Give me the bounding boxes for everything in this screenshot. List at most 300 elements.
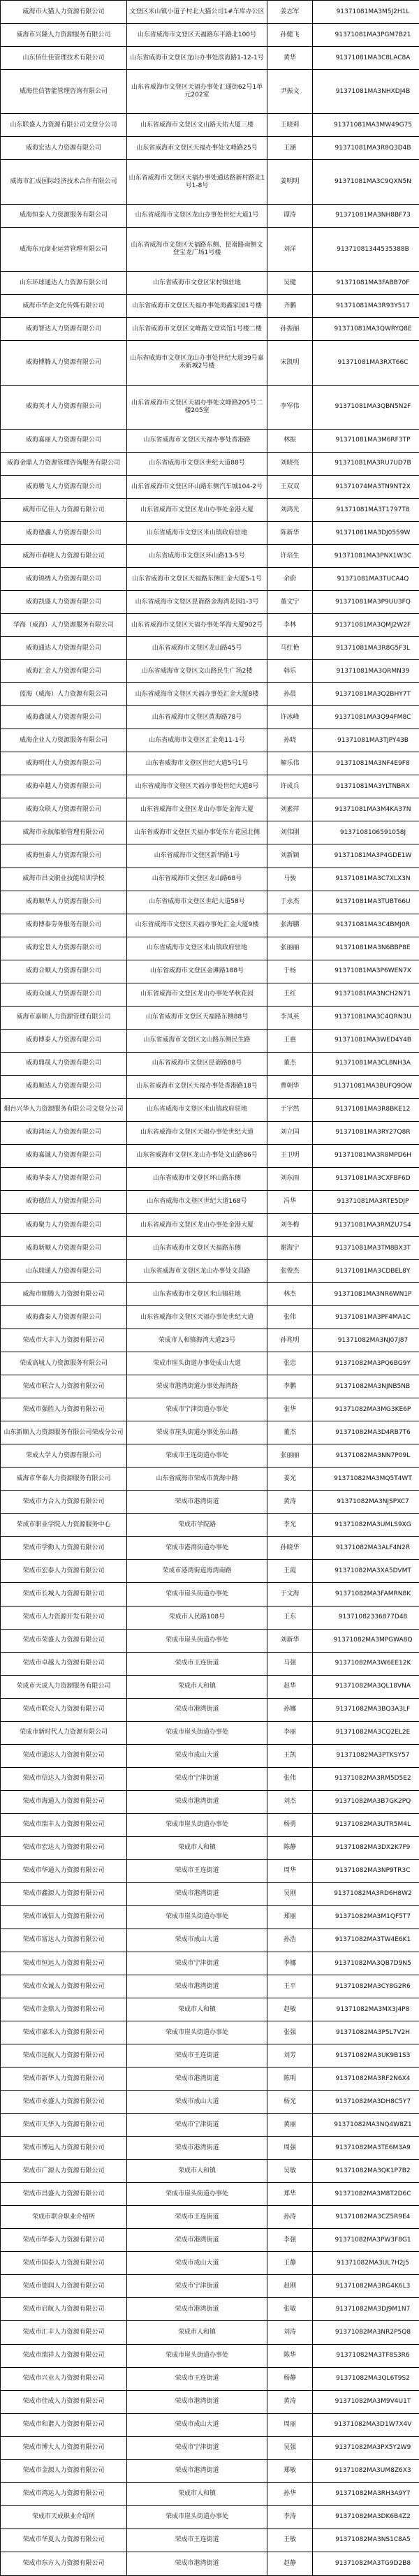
legal-person-cell: 孙浩 xyxy=(267,1929,313,1952)
company-name-cell: 威海鸿运人力资源有限公司 xyxy=(1,1121,127,1144)
credit-code-cell: 91371082MA3PTKSY57 xyxy=(313,1744,419,1767)
address-cell: 山东省威海市文登区天福路东平路北100号 xyxy=(127,24,267,47)
table-row xyxy=(1,24,419,47)
company-name-cell: 荣成市华通人力资源有限公司 xyxy=(1,1859,127,1882)
company-name-cell: 威海市汇成国际经济技术合作有限公司 xyxy=(1,160,127,204)
address-cell: 山东省威海市文登区汇金苑11-1号 xyxy=(127,729,267,752)
table-row xyxy=(1,1629,419,1652)
credit-code-cell: 91371082MA3RD6H8W2 xyxy=(313,1882,419,1905)
credit-code-cell: 91371081MA3NH8BF73 xyxy=(313,204,419,227)
address-cell: 荣成市成山大道 xyxy=(127,2091,267,2114)
address-cell: 山东省威海市文登区世纪大道58号 xyxy=(127,891,267,914)
address-cell: 山东省威海市文登区龙山办事处世纪大道39号嘉禾新城2号楼 xyxy=(127,341,267,385)
address-cell: 山东省威海市文登区昆嵛路金海湾花园1-3号 xyxy=(127,591,267,614)
legal-person-cell: 王敏 xyxy=(267,2529,313,2552)
credit-code-cell: 91371082MA3RM5D5E2 xyxy=(313,1767,419,1790)
legal-person-cell: 张华 xyxy=(267,1398,313,1421)
company-name-cell: 威海锦绣人力资源有限公司 xyxy=(1,568,127,591)
legal-person-cell: 刘立国 xyxy=(267,1121,313,1144)
address-cell: 山东省威海市文登区环山路东侧 xyxy=(127,1167,267,1190)
credit-code-cell: 91371081MA3P6WEN7X xyxy=(313,960,419,983)
legal-person-cell: 孙华 xyxy=(267,2482,313,2505)
credit-code-cell: 91371081MA3QWRYQ8E xyxy=(313,318,419,341)
table-row xyxy=(1,983,419,1006)
table-row xyxy=(1,318,419,341)
company-name-cell: 山东环球通达人力资源有限公司 xyxy=(1,272,127,295)
table-row xyxy=(1,1468,419,1491)
table-row xyxy=(1,1421,419,1444)
company-name-cell: 威海嘉诚人力资源有限公司 xyxy=(1,1144,127,1167)
legal-person-cell: 黄涛 xyxy=(267,1491,313,1514)
table-row xyxy=(1,1144,419,1167)
address-cell: 山东省威海市文登区世纪大道5号1号 xyxy=(127,752,267,775)
credit-code-cell: 91371082MA3M8T2D6C xyxy=(313,2183,419,2206)
table-row xyxy=(1,1929,419,1952)
legal-person-cell: 李军伟 xyxy=(267,385,313,429)
address-cell: 荣成市港湾街道办事处 xyxy=(127,1537,267,1560)
legal-person-cell: 马红艳 xyxy=(267,637,313,660)
credit-code-cell: 91371074MA3TN9NT2X xyxy=(313,475,419,498)
address-cell: 山东省威海市文登区天福办事处世纪大道 xyxy=(127,1306,267,1329)
credit-code-cell: 91371081MA3TJPY43B xyxy=(313,729,419,752)
company-name-cell: 荣成市信达人力资源有限公司 xyxy=(1,1767,127,1790)
company-name-cell: 威海市华泰人力资源服务有限公司 xyxy=(1,1468,127,1491)
address-cell: 荣成市港湾街道海湾南路 xyxy=(127,1560,267,1583)
address-cell: 山东省威海市文登区龙山办事处金海大厦 xyxy=(127,798,267,821)
table-row xyxy=(1,637,419,660)
company-name-cell: 威海顺达人力资源有限公司 xyxy=(1,1075,127,1098)
address-cell: 山东省威海市文登区天福办事处香港路 xyxy=(127,429,267,452)
legal-person-cell: 吴刚 xyxy=(267,1882,313,1905)
address-cell: 荣成市崖头街道办事处 xyxy=(127,2505,267,2529)
company-name-cell: 威海市永航船舶管理有限公司 xyxy=(1,821,127,844)
legal-person-cell: 许培生 xyxy=(267,545,313,568)
legal-person-cell: 刘芳 xyxy=(267,2044,313,2068)
address-cell: 荣成市宁津街道 xyxy=(127,1952,267,1975)
company-name-cell: 荣成市嘉禾人力资源有限公司 xyxy=(1,2021,127,2044)
credit-code-cell: 91371082MA3UK9B1S3 xyxy=(313,2044,419,2068)
company-name-cell: 荣成市华夏人力资源有限公司 xyxy=(1,2529,127,2552)
table-row xyxy=(1,341,419,385)
credit-code-cell: 91371081MA3RY27Q8R xyxy=(313,1121,419,1144)
legal-person-cell: 刘新颖 xyxy=(267,844,313,868)
legal-person-cell: 刘鸿光 xyxy=(267,499,313,522)
legal-person-cell: 孙晨 xyxy=(267,683,313,706)
address-cell: 山东省威海市文登区天福办事处世纪大道8号 xyxy=(127,775,267,798)
address-cell: 荣成市人和镇 xyxy=(127,2482,267,2505)
legal-person-cell: 张敏 xyxy=(267,2298,313,2321)
table-row xyxy=(1,706,419,729)
company-name-cell: 荣成市汇丰人力资源有限公司 xyxy=(1,2321,127,2344)
legal-person-cell: 于杨 xyxy=(267,960,313,983)
address-cell: 荣成市港湾街道办事处海湾路 xyxy=(127,1375,267,1398)
company-name-cell: 威海新顺人力资源有限公司 xyxy=(1,1237,127,1260)
table-row xyxy=(1,2413,419,2436)
company-name-cell: 威海智达人力资源有限公司 xyxy=(1,318,127,341)
table-row xyxy=(1,1675,419,1698)
credit-code-cell: 91371082MA3UMLS9XG xyxy=(313,1514,419,1537)
company-name-cell: 山东联盛人力资源有限公司文登分公司 xyxy=(1,114,127,137)
table-row xyxy=(1,591,419,614)
address-cell: 山东省威海市文登区世纪大道88号 xyxy=(127,452,267,475)
table-row xyxy=(1,1560,419,1583)
credit-code-cell: 91371081MA3NCH2N71 xyxy=(313,983,419,1006)
address-cell: 荣成市崖头街道办事处东山路 xyxy=(127,1421,267,1444)
credit-code-cell: 91371082MA3QL18VNA xyxy=(313,1675,419,1698)
address-cell: 山东省威海市文登区环山路东侧汽车城104-2号 xyxy=(127,475,267,498)
table-row xyxy=(1,1998,419,2021)
table-row xyxy=(1,1491,419,1514)
company-name-cell: 威海鑫诚人力资源有限公司 xyxy=(1,706,127,729)
address-cell: 荣成市崖头街道办事处 xyxy=(127,2183,267,2206)
company-name-cell: 威海合顺人力资源有限公司 xyxy=(1,960,127,983)
table-row xyxy=(1,1075,419,1098)
table-row xyxy=(1,2206,419,2229)
legal-person-cell: 孙晓华 xyxy=(267,1537,313,1560)
address-cell: 荣成市港湾街道 xyxy=(127,2137,267,2160)
company-name-cell: 威海明仕人力资源有限公司 xyxy=(1,752,127,775)
credit-code-cell: 91371081MA3N6BBP8E xyxy=(313,937,419,960)
company-name-cell: 荣成市博远人力资源有限公司 xyxy=(1,2137,127,2160)
address-cell: 山东省威海市文登区天福路东侧、昆嵛路南侧文登宝龙广场1号楼 xyxy=(127,227,267,271)
legal-person-cell: 吴健 xyxy=(267,272,313,295)
address-cell: 荣成市宁津街道 xyxy=(127,2114,267,2137)
company-name-cell: 威海市顺腾人力资源有限公司 xyxy=(1,1283,127,1306)
address-cell: 荣成市崖头街道办事处成山大道 xyxy=(127,1352,267,1375)
table-row xyxy=(1,2390,419,2413)
table-row xyxy=(1,385,419,429)
legal-person-cell: 郑丽 xyxy=(267,1905,313,1929)
address-cell: 山东省威海市文登区米山镇政府驻地 xyxy=(127,937,267,960)
company-name-cell: 威海宏达人力资源有限公司 xyxy=(1,137,127,160)
address-cell: 荣成市王连街道 xyxy=(127,1859,267,1882)
legal-person-cell: 黄涛 xyxy=(267,2390,313,2413)
table-row xyxy=(1,1652,419,1675)
table-row xyxy=(1,227,419,271)
table-row xyxy=(1,204,419,227)
address-cell: 山东省威海市文登区宋村镇驻地 xyxy=(127,272,267,295)
legal-person-cell: 陈华 xyxy=(267,2344,313,2367)
table-row xyxy=(1,2091,419,2114)
table-row xyxy=(1,1514,419,1537)
company-name-cell: 荣成高城人力资源服务有限公司 xyxy=(1,1352,127,1375)
credit-code-cell: 9137108106591058J xyxy=(313,821,419,844)
credit-code-cell: 91371082MA3UL7H2J5 xyxy=(313,2252,419,2275)
address-cell: 山东省威海市文登区天福办事处世纪大道 xyxy=(127,1121,267,1144)
company-name-cell: 荣成市海通人力资源有限公司 xyxy=(1,1790,127,1813)
table-row xyxy=(1,1006,419,1029)
credit-code-cell: 91371081MA3M5J2H1L xyxy=(313,1,419,24)
company-name-cell: 威海金鼎人力资源管理咨询服务有限公司 xyxy=(1,452,127,475)
legal-person-cell: 刘新华 xyxy=(267,1629,313,1652)
company-name-cell: 荣成市天成人力资源服务有限公司 xyxy=(1,1675,127,1698)
company-name-cell: 荣成市强胜人力资源有限公司 xyxy=(1,1398,127,1421)
legal-person-cell: 姜明明 xyxy=(267,160,313,204)
address-cell: 山东省威海市文登区天福办事处海鑫家园1号楼 xyxy=(127,295,267,318)
table-row xyxy=(1,499,419,522)
credit-code-cell: 91371082MA3NN7P09L xyxy=(313,1444,419,1468)
legal-person-cell: 张丽丽 xyxy=(267,1444,313,1468)
table-row xyxy=(1,2529,419,2552)
table-row xyxy=(1,429,419,452)
address-cell: 荣成市成山大道 xyxy=(127,2252,267,2275)
address-cell: 荣成市港湾街道 xyxy=(127,2298,267,2321)
table-row xyxy=(1,1836,419,1859)
company-name-cell: 威海聚力人力资源有限公司 xyxy=(1,1213,127,1236)
company-name-cell: 荣成市宏泰人力资源有限公司 xyxy=(1,1560,127,1583)
address-cell: 荣成市崖头街道办事处 xyxy=(127,2344,267,2367)
company-name-cell: 荣成市诚信人力资源有限公司 xyxy=(1,1905,127,1929)
legal-person-cell: 谢海宁 xyxy=(267,1237,313,1260)
legal-person-cell: 王卫明 xyxy=(267,1144,313,1167)
company-name-cell: 威海恒泰人力资源有限公司 xyxy=(1,844,127,868)
credit-code-cell: 91371082MA3TG9D2B8 xyxy=(313,2552,419,2575)
company-name-cell: 威海市华企文化传媒有限公司 xyxy=(1,295,127,318)
address-cell: 荣成市王连街道 xyxy=(127,2206,267,2229)
address-cell: 山东省威海市文登区天福路东侧 xyxy=(127,1237,267,1260)
credit-code-cell: 91371082MA3DJ9M1N7 xyxy=(313,2298,419,2321)
company-name-cell: 威海顺华人力资源有限公司 xyxy=(1,891,127,914)
table-row xyxy=(1,2252,419,2275)
address-cell: 荣成市港湾街道 xyxy=(127,1975,267,1998)
legal-person-cell: 李鹏 xyxy=(267,1375,313,1398)
address-cell: 荣成市人和镇 xyxy=(127,2160,267,2183)
company-name-cell: 威海东元商业运营管理有限公司 xyxy=(1,227,127,271)
credit-code-cell: 91371082MA3NS1C8A5 xyxy=(313,2529,419,2552)
company-name-cell: 荣成市荣盛人力资源有限公司 xyxy=(1,1629,127,1652)
legal-person-cell: 陈静 xyxy=(267,1836,313,1859)
company-name-cell: 荣成市学勤人力资源有限公司 xyxy=(1,1537,127,1560)
table-row xyxy=(1,1098,419,1121)
legal-person-cell: 余蔚 xyxy=(267,568,313,591)
table-row xyxy=(1,1398,419,1421)
address-cell: 荣成市崖头街道办事处 xyxy=(127,1813,267,1836)
legal-person-cell: 宋凯明 xyxy=(267,341,313,385)
address-cell: 山东省威海市文登区龙山办事处华秋花园 xyxy=(127,983,267,1006)
legal-person-cell: 李强 xyxy=(267,2229,313,2252)
address-cell: 山东省威海市文登区天福办事处文峰路205号二楼205室 xyxy=(127,385,267,429)
table-row xyxy=(1,821,419,844)
address-cell: 荣成市人和镇海湾大道23号 xyxy=(127,1329,267,1352)
credit-code-cell: 91371081MA3P9UU3FQ xyxy=(313,591,419,614)
address-cell: 山东省威海市文登区龙山办事处文昌路 xyxy=(127,1260,267,1283)
table-row xyxy=(1,1029,419,1052)
company-name-cell: 威海市亿佳人力资源有限公司 xyxy=(1,499,127,522)
company-name-cell: 威海博泰人力资源有限公司 xyxy=(1,1029,127,1052)
credit-code-cell: 91371081MA3RU7UD7B xyxy=(313,452,419,475)
table-row xyxy=(1,2552,419,2575)
credit-code-cell: 91371081MA3R8Q3D4B xyxy=(313,137,419,160)
legal-person-cell: 王平 xyxy=(267,1975,313,1998)
company-name-cell: 威海凯盛人力资源有限公司 xyxy=(1,591,127,614)
address-cell: 荣成市王连街道 xyxy=(127,2529,267,2552)
table-row xyxy=(1,1213,419,1236)
credit-code-cell: 91371081MA3C8LAC8A xyxy=(313,47,419,70)
address-cell: 荣成市王连街道办事处 xyxy=(127,1444,267,1468)
table-row xyxy=(1,775,419,798)
credit-code-cell: 91371081MA3NF4E9F8 xyxy=(313,752,419,775)
table-row xyxy=(1,2044,419,2068)
legal-person-cell: 王霞 xyxy=(267,1560,313,1583)
address-cell: 山东省威海市文登区文峰路文登宾馆1号楼二楼 xyxy=(127,318,267,341)
legal-person-cell: 解乐伟 xyxy=(267,752,313,775)
credit-code-cell: 91371082MA3NJ07J87 xyxy=(313,1329,419,1352)
legal-person-cell: 陈新华 xyxy=(267,522,313,545)
company-name-cell: 威海众联人力资源有限公司 xyxy=(1,798,127,821)
table-row xyxy=(1,272,419,295)
table-row xyxy=(1,1052,419,1075)
legal-person-cell: 孙振丽 xyxy=(267,318,313,341)
legal-person-cell: 刘东雨 xyxy=(267,1167,313,1190)
table-row xyxy=(1,683,419,706)
table-row xyxy=(1,2321,419,2344)
credit-code-cell: 91371081MA3BUFQ9QW xyxy=(313,1075,419,1098)
credit-code-cell: 91371082MA3M1QF5T7 xyxy=(313,1905,419,1929)
company-name-cell: 荣成市兴业人力资源有限公司 xyxy=(1,2367,127,2390)
legal-person-cell: 张忠 xyxy=(267,1352,313,1375)
credit-code-cell: 91371081MA3T1797T8 xyxy=(313,499,419,522)
legal-person-cell: 张强 xyxy=(267,2021,313,2044)
credit-code-cell: 91371082MA3PX5Y2W9 xyxy=(313,2436,419,2459)
legal-person-cell: 董文宁 xyxy=(267,591,313,614)
credit-code-cell: 91371081MA3NR6WN1P xyxy=(313,1283,419,1306)
legal-person-cell: 刘晓亮 xyxy=(267,452,313,475)
credit-code-cell: 91371081MA3MW49G75 xyxy=(313,114,419,137)
company-name-cell: 荣成市金鼎人力资源有限公司 xyxy=(1,1998,127,2021)
company-name-cell: 山东新顺人力资源服务有限公司荣成分公司 xyxy=(1,1421,127,1444)
credit-code-cell: 91371082MA3DH8C5Y7 xyxy=(313,2091,419,2114)
table-row xyxy=(1,729,419,752)
address-cell: 山东省威海市文登区天福路东侧88号 xyxy=(127,1006,267,1029)
legal-person-cell: 赵刚 xyxy=(267,2275,313,2298)
company-name-cell: 威海鼎晟人力资源有限公司 xyxy=(1,1052,127,1075)
table-row xyxy=(1,568,419,591)
legal-person-cell: 刘涛 xyxy=(267,2321,313,2344)
legal-person-cell: 杨勇 xyxy=(267,1813,313,1836)
company-name-cell: 山东瑞通人力资源有限公司 xyxy=(1,1260,127,1283)
credit-code-cell: 91371082MA3CY8G2R6 xyxy=(313,1975,419,1998)
address-cell: 荣成市崖头街道办事处 xyxy=(127,1583,267,1606)
table-row xyxy=(1,660,419,683)
company-name-cell: 荣成市联众人力资源有限公司 xyxy=(1,1698,127,1721)
table-row xyxy=(1,1375,419,1398)
company-name-cell: 荣成市长城人力资源有限公司 xyxy=(1,1583,127,1606)
address-cell: 山东省威海市文登区龙山路68号 xyxy=(127,868,267,891)
address-cell: 荣成市宁津街道 xyxy=(127,2275,267,2298)
address-cell: 荣成市王连街道 xyxy=(127,2044,267,2068)
company-name-cell: 荣成市鑫源人力资源有限公司 xyxy=(1,1882,127,1905)
table-row xyxy=(1,160,419,204)
company-name-cell: 荣成市新时代人力资源有限公司 xyxy=(1,1721,127,1744)
address-cell: 山东省威海市文登区天福办事处汇金大厦9楼 xyxy=(127,914,267,937)
legal-person-cell: 于永杰 xyxy=(267,891,313,914)
address-cell: 山东省威海市文登区龙山办事处金港大厦 xyxy=(127,1213,267,1236)
legal-person-cell: 李林 xyxy=(267,614,313,637)
company-name-cell: 威海汇金人力资源有限公司 xyxy=(1,660,127,683)
table-row xyxy=(1,752,419,775)
credit-code-cell: 91371082MA3D4RB7T6 xyxy=(313,1421,419,1444)
company-name-cell: 荣成市华泰人力资源有限公司 xyxy=(1,2229,127,2252)
credit-code-cell: 91371082MA3MQ5T4WT xyxy=(313,1468,419,1491)
legal-person-cell: 张海鹏 xyxy=(267,914,313,937)
credit-code-cell: 91371081MA3Q94FM8C xyxy=(313,706,419,729)
legal-person-cell: 张伟 xyxy=(267,1767,313,1790)
address-cell: 山东省威海市文登区金滩路188号 xyxy=(127,960,267,983)
legal-person-cell: 王凯 xyxy=(267,1744,313,1767)
legal-person-cell: 王双双 xyxy=(267,475,313,498)
company-name-cell: 威海鑫泰人力资源有限公司 xyxy=(1,1306,127,1329)
company-name-cell: 威海华泰人力资源有限公司 xyxy=(1,1167,127,1190)
legal-person-cell: 周强 xyxy=(267,2137,313,2160)
table-row xyxy=(1,1859,419,1882)
credit-code-cell: 91371082MA3UTR5M4L xyxy=(313,1813,419,1836)
company-name-cell: 威海恒泰人力资源服务有限公司 xyxy=(1,204,127,227)
credit-code-cell: 91371081MA3QMJ2W2F xyxy=(313,614,419,637)
address-cell: 荣成市港湾街道 xyxy=(127,2068,267,2091)
credit-code-cell: 91371082MA3CZ5R9E4 xyxy=(313,2206,419,2229)
legal-person-cell: 王晓莉 xyxy=(267,114,313,137)
company-name-cell: 威海嘉丽人力资源有限公司 xyxy=(1,429,127,452)
legal-person-cell: 姜志军 xyxy=(267,1,313,24)
credit-code-cell: 91371081MA3PNX1W3C xyxy=(313,545,419,568)
legal-person-cell: 张丽丽 xyxy=(267,937,313,960)
legal-person-cell: 郑敏 xyxy=(267,2459,313,2482)
table-row xyxy=(1,2021,419,2044)
address-cell: 山东省威海市文登区米山镇驻地 xyxy=(127,1283,267,1306)
address-cell: 荣成市宁津街道办事处 xyxy=(127,1398,267,1421)
table-row xyxy=(1,2114,419,2137)
address-cell: 山东省威海市文登区天福办事处通达路新村路北1号1-8号 xyxy=(127,160,267,204)
company-name-cell: 威海众诚人力资源有限公司 xyxy=(1,983,127,1006)
company-name-cell: 威海宏景人力资源有限公司 xyxy=(1,937,127,960)
credit-code-cell: 91371082MA3NQ4W8Z1 xyxy=(313,2114,419,2137)
company-name-cell: 荣成市通达人力资源有限公司 xyxy=(1,1744,127,1767)
legal-person-cell: 黄华 xyxy=(267,47,313,70)
table-row xyxy=(1,844,419,868)
legal-person-cell: 吴敏 xyxy=(267,2160,313,2183)
company-name-cell: 荣成大学人力资源有限公司 xyxy=(1,1444,127,1468)
address-cell: 山东省威海市文登区米山镇政府驻地 xyxy=(127,1098,267,1121)
credit-code-cell: 91371082MA3B7GK2PQ xyxy=(313,1790,419,1813)
table-row xyxy=(1,1167,419,1190)
credit-code-cell: 91371081MA3P4GDE1W xyxy=(313,844,419,868)
address-cell: 荣成市人和镇 xyxy=(127,1836,267,1859)
legal-person-cell: 韩乐 xyxy=(267,660,313,683)
table-row xyxy=(1,1537,419,1560)
credit-code-cell: 91371081MA3TM8BX3T xyxy=(313,1237,419,1260)
company-name-cell: 荣成市大丰人力资源有限公司 xyxy=(1,1329,127,1352)
table-row xyxy=(1,914,419,937)
legal-person-cell: 孙娜 xyxy=(267,1698,313,1721)
legal-person-cell: 杨静 xyxy=(267,2367,313,2390)
credit-code-cell: 91371081MA3RTE5DJP xyxy=(313,1190,419,1213)
table-row xyxy=(1,1237,419,1260)
credit-code-cell: 91371082MA3UM8Z6X3 xyxy=(313,2459,419,2482)
credit-code-cell: 91371082MA3QK1P7B2 xyxy=(313,2160,419,2183)
address-cell: 山东省威海市文登区世纪大道168号 xyxy=(127,1190,267,1213)
table-row xyxy=(1,1744,419,1767)
table-row xyxy=(1,1975,419,1998)
legal-person-cell: 周华 xyxy=(267,1859,313,1882)
company-name-cell: 荣成市职业学院人力资源服务中心 xyxy=(1,1514,127,1537)
credit-code-cell: 91371081MA3R8G5F3L xyxy=(313,637,419,660)
legal-person-cell: 刘杰 xyxy=(267,1790,313,1813)
address-cell: 荣成市人民路108号 xyxy=(127,1606,267,1629)
table-row xyxy=(1,2275,419,2298)
table-row xyxy=(1,2344,419,2367)
address-cell: 山东省威海市文登区龙山路45号 xyxy=(127,637,267,660)
legal-person-cell: 林振 xyxy=(267,429,313,452)
